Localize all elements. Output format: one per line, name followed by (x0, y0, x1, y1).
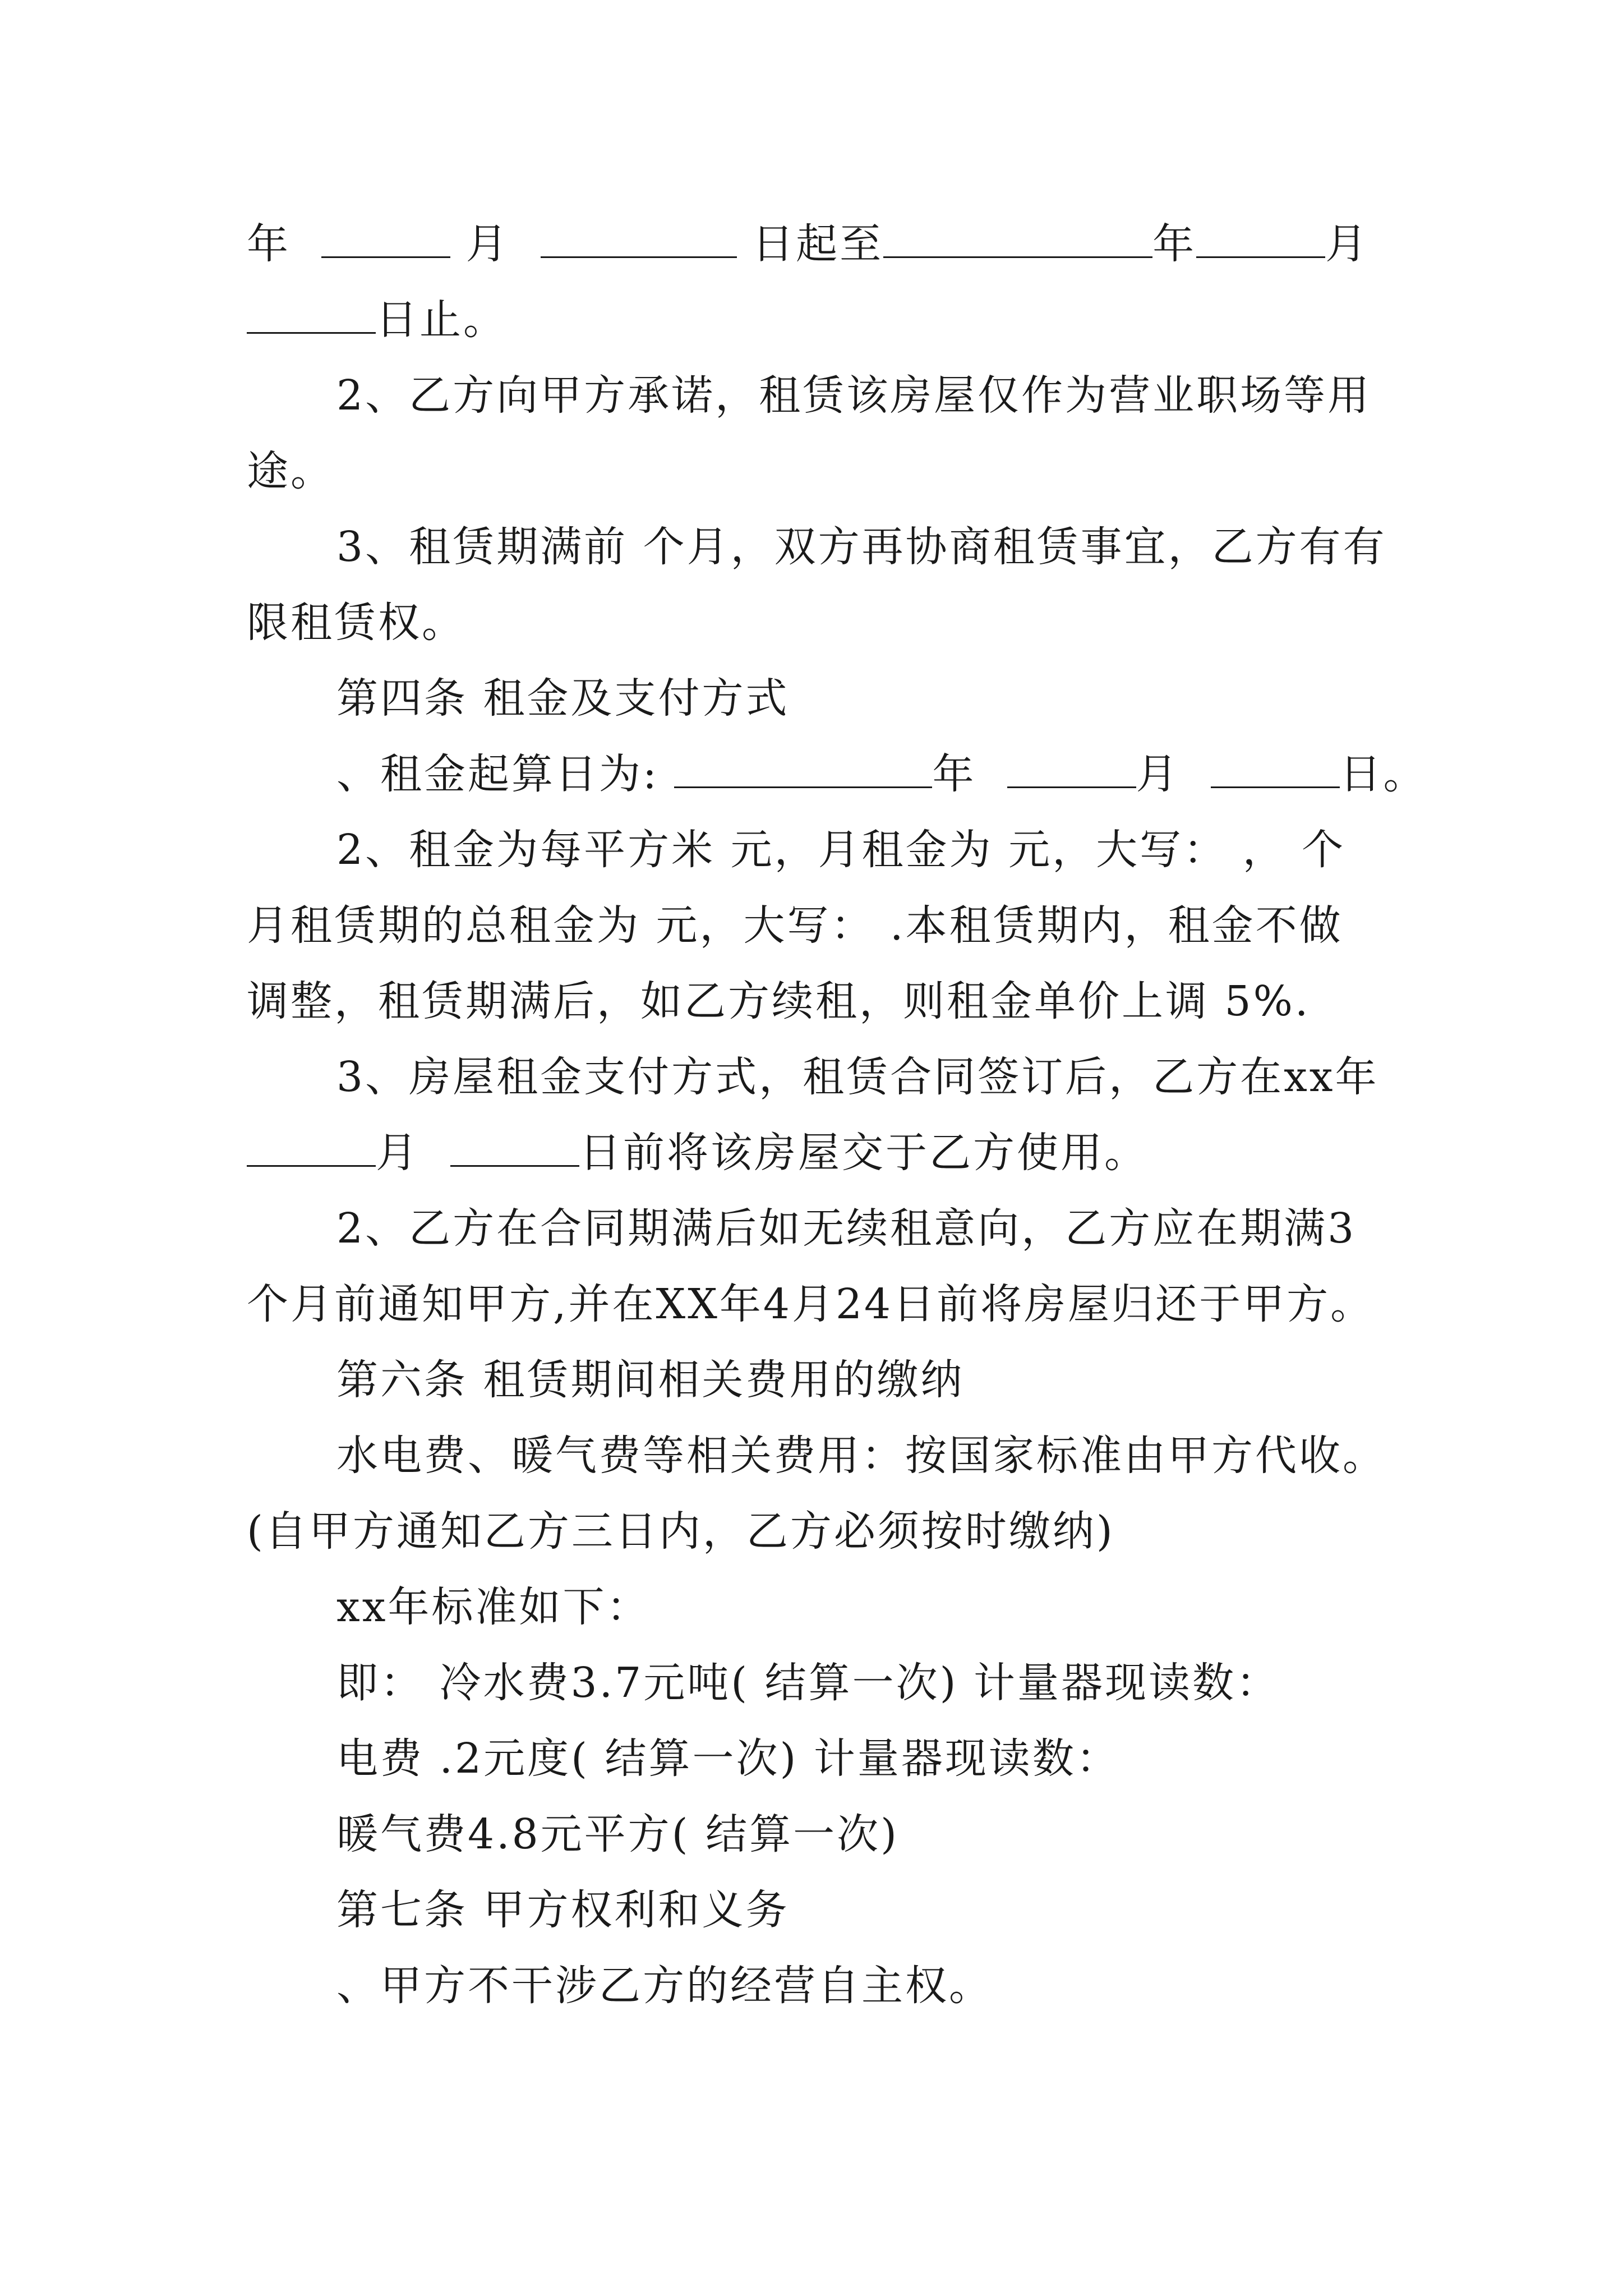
doc-line-18: (自甲方通知乙方三日内，乙方必须按时缴纳) (247, 1507, 1115, 1556)
doc-line-5: 3、租赁期满前 个月，双方再协商租赁事宜，乙方有有 (336, 523, 1387, 571)
text-handover: 日前将该房屋交于乙方使用。 (579, 1129, 1149, 1177)
blank-field (450, 1130, 579, 1167)
blank-field (541, 222, 737, 258)
doc-line-20: 即： 冷水费3.7元吨( 结算一次) 计量器现读数： (336, 1659, 1280, 1707)
text-month: 月 (1136, 750, 1180, 798)
doc-line-lease-period-start (247, 216, 1369, 272)
doc-line-lease-period-end (247, 292, 507, 348)
doc-line-24: 、甲方不干涉乙方的经营自主权。 (336, 1962, 993, 2010)
text-from-day: 日起至 (752, 220, 884, 268)
doc-line-9: 2、租金为每平方米 元，月租金为 元，大写： ， 个 (336, 826, 1346, 874)
text-year: 年 (247, 220, 291, 268)
text-year: 年 (932, 750, 976, 798)
doc-line-21: 电费 .2元度( 结算一次) 计量器现读数： (336, 1734, 1120, 1783)
doc-line-19: xx年标准如下： (336, 1583, 651, 1631)
text-month: 月 (376, 1129, 419, 1177)
doc-line-22: 暖气费4.8元平方( 结算一次) (336, 1810, 899, 1858)
doc-line-11: 调整，租赁期满后，如乙方续租，则租金单价上调 5%. (247, 977, 1311, 1025)
section-heading-article-7: 第七条 甲方权利和义务 (336, 1886, 790, 1934)
doc-line-14: 2、乙方在合同期满后如无续租意向，乙方应在期满3 (336, 1204, 1357, 1253)
blank-field (1211, 752, 1340, 788)
section-heading-article-4: 第四条 租金及支付方式 (336, 674, 790, 723)
blank-field (883, 222, 1152, 258)
blank-field (321, 222, 450, 258)
doc-line-6: 限租赁权。 (247, 599, 465, 647)
doc-line-3: 2、乙方向甲方承诺，租赁该房屋仅作为营业职场等用 (336, 371, 1372, 420)
doc-line-handover-date (247, 1125, 1148, 1181)
text-year: 年 (1152, 220, 1197, 268)
text-month: 月 (1325, 220, 1370, 268)
text-day: 日。 (1339, 750, 1427, 798)
text-end-day: 日止。 (376, 296, 507, 344)
blank-field (247, 297, 376, 334)
text-rent-start-label: 、租金起算日为: (336, 750, 659, 798)
blank-field (1007, 752, 1136, 788)
blank-field (674, 752, 932, 788)
doc-line-10: 月租赁期的总租金为 元，大写： .本租赁期内，租金不做 (247, 901, 1343, 950)
blank-field (247, 1130, 376, 1167)
text-month: 月 (465, 220, 510, 268)
doc-line-12: 3、房屋租金支付方式，租赁合同签订后，乙方在xx年 (336, 1053, 1379, 1101)
doc-line-4: 途。 (247, 447, 334, 495)
section-heading-article-6: 第六条 租赁期间相关费用的缴纳 (336, 1356, 965, 1404)
blank-field (1196, 222, 1325, 258)
doc-line-15: 个月前通知甲方,并在XX年4月24日前将房屋归还于甲方。 (247, 1280, 1375, 1328)
doc-line-17: 水电费、暖气费等相关费用：按国家标准由甲方代收。 (336, 1432, 1386, 1480)
doc-line-rent-start-date (336, 746, 1427, 802)
